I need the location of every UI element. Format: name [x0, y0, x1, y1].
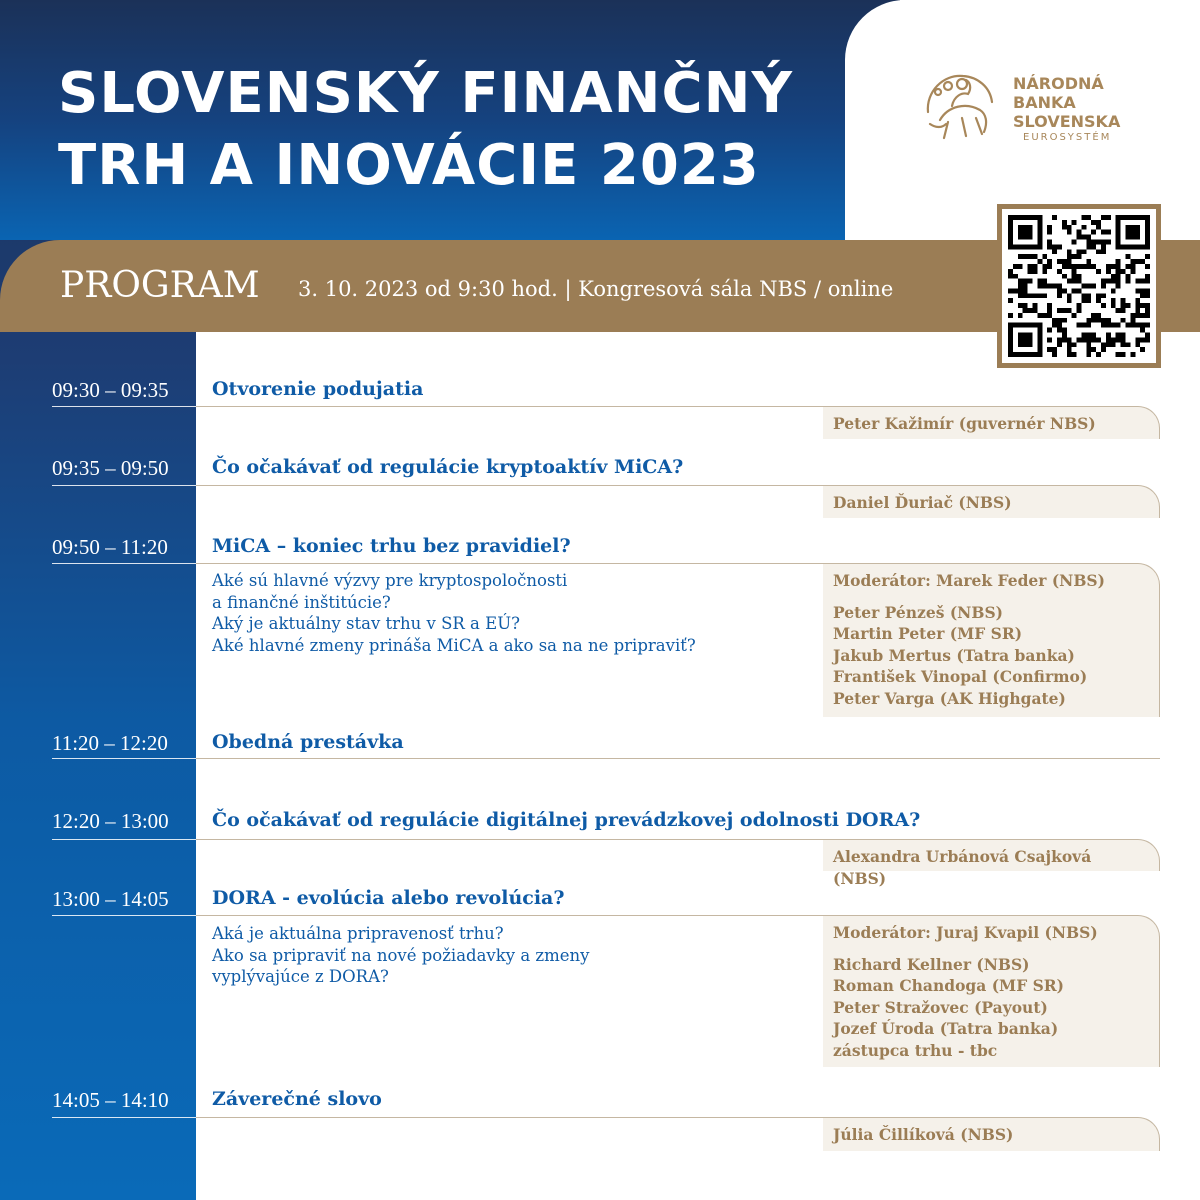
question: vyplývajúce z DORA? [212, 967, 389, 986]
speaker-box [823, 485, 1160, 518]
divider [52, 915, 196, 916]
event-date-location: 3. 10. 2023 od 9:30 hod. | Kongresová sála NBS / online [298, 277, 894, 301]
session-title: Obedná prestávka [212, 731, 404, 753]
speaker-name: zástupca trhu - tbc [833, 1040, 998, 1060]
time-slot: 14:05 – 14:10 [52, 1088, 169, 1112]
qr-code-icon [1008, 215, 1150, 357]
speaker-name: Richard Kellner (NBS) [833, 954, 1030, 974]
session-title: Čo očakávať od regulácie digitálnej prevádzkovej odolnosti DORA? [212, 809, 921, 831]
speaker-name: Peter Varga (AK Highgate) [833, 688, 1066, 708]
divider [52, 839, 196, 840]
program-label: PROGRAM [60, 265, 260, 306]
speaker-name: Peter Pénzeš (NBS) [833, 602, 1003, 622]
logo-line-3: SLOVENSKA [1013, 112, 1121, 131]
speaker-name: Peter Kažimír (guvernér NBS) [833, 414, 1096, 433]
question: Ako sa pripraviť na nové požiadavky a zmeny [212, 945, 590, 965]
session-title: MiCA – koniec trhu bez pravidiel? [212, 535, 571, 557]
moderator-name: Moderátor: Marek Feder (NBS) [833, 571, 1105, 590]
divider [196, 839, 824, 840]
time-slot: 09:30 – 09:35 [52, 378, 169, 402]
session-questions [212, 570, 696, 656]
time-slot: 09:35 – 09:50 [52, 456, 169, 480]
title-line-1: SLOVENSKÝ FINANČNÝ [58, 61, 794, 126]
question: Aké sú hlavné výzvy pre kryptospoločnosti [212, 571, 568, 590]
nbs-logo [918, 62, 1158, 152]
divider [52, 406, 196, 407]
speaker-name: Alexandra Urbánová Csajková (NBS) [833, 847, 1092, 888]
speaker-box [823, 839, 1160, 888]
time-slot: 12:20 – 13:00 [52, 809, 169, 833]
divider [52, 1117, 196, 1118]
divider [196, 563, 824, 564]
divider [52, 563, 196, 564]
speaker-name: Jakub Mertus (Tatra banka) [833, 645, 1075, 665]
page-title [58, 58, 838, 202]
speaker-name: Daniel Ďuriač (NBS) [833, 493, 1012, 512]
divider [196, 758, 1160, 759]
speaker-box [823, 563, 1160, 717]
question: Aké hlavné zmeny prináša MiCA a ako sa na ne pripraviť? [212, 635, 696, 655]
title-line-2: TRH A INOVÁCIE 2023 [58, 133, 760, 198]
speaker-name: Peter Stražovec (Payout) [833, 997, 1048, 1017]
question: Aká je aktuálna pripravenosť trhu? [212, 924, 504, 943]
nbs-horse-rider-emblem-icon [918, 62, 1002, 142]
divider [52, 758, 196, 759]
qr-code[interactable] [997, 204, 1161, 368]
speaker-name: Roman Chandoga (MF SR) [833, 976, 1065, 995]
time-slot: 13:00 – 14:05 [52, 887, 169, 911]
session-title: Čo očakávať od regulácie kryptoaktív MiCA? [212, 456, 684, 478]
logo-line-2: BANKA [1013, 93, 1076, 112]
logo-subtitle: EUROSYSTÉM [1023, 132, 1112, 143]
session-title: DORA - evolúcia alebo revolúcia? [212, 887, 565, 909]
session-title: Otvorenie podujatia [212, 378, 424, 400]
session-questions [212, 923, 589, 988]
speaker-name: Jozef Úroda (Tatra banka) [833, 1019, 1059, 1038]
session-title: Záverečné slovo [212, 1088, 382, 1110]
speaker-name: František Vinopal (Confirmo) [833, 667, 1088, 686]
time-slot: 11:20 – 12:20 [52, 731, 168, 755]
logo-line-1: NÁRODNÁ [1013, 74, 1104, 93]
divider [196, 406, 824, 407]
speaker-box [823, 406, 1160, 439]
divider [196, 485, 824, 486]
nbs-logo-text [1013, 74, 1120, 131]
moderator-name: Moderátor: Juraj Kvapil (NBS) [833, 923, 1098, 942]
time-slot: 09:50 – 11:20 [52, 535, 168, 559]
question: Aký je aktuálny stav trhu v SR a EÚ? [212, 614, 520, 633]
speaker-name: Júlia Čillíková (NBS) [833, 1125, 1014, 1144]
divider [196, 915, 824, 916]
speaker-name: Martin Peter (MF SR) [833, 624, 1023, 643]
divider [196, 1117, 824, 1118]
divider [52, 485, 196, 486]
question: a finančné inštitúcie? [212, 592, 391, 612]
speaker-box [823, 915, 1160, 1067]
speaker-box [823, 1117, 1160, 1151]
